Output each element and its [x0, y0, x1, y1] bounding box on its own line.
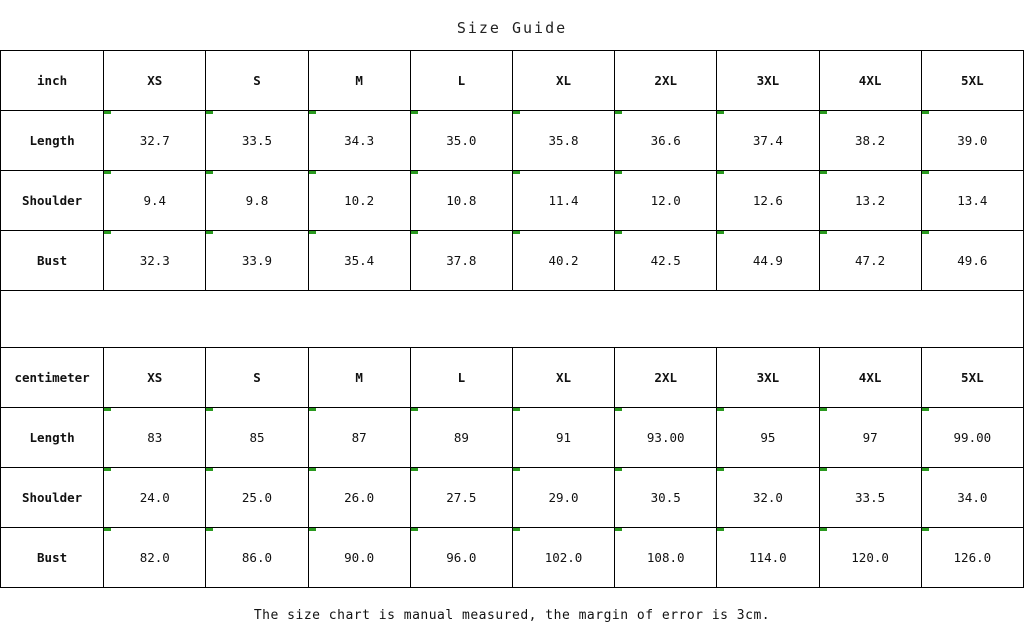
size-header-m: M	[308, 348, 410, 408]
cell-value: 29.0	[512, 468, 614, 528]
row-label-bust: Bust	[1, 231, 104, 291]
cell-value: 32.7	[104, 111, 206, 171]
cell-value: 34.0	[921, 468, 1023, 528]
row-label-shoulder: Shoulder	[1, 171, 104, 231]
size-header-xs: XS	[104, 348, 206, 408]
unit-label: inch	[1, 51, 104, 111]
size-header-l: L	[410, 348, 512, 408]
row-label-bust: Bust	[1, 528, 104, 588]
cell-value: 49.6	[921, 231, 1023, 291]
page-title: Size Guide	[456, 19, 568, 37]
cell-value: 33.9	[206, 231, 308, 291]
table-row	[1, 111, 1024, 171]
size-header-s: S	[206, 51, 308, 111]
row-label-shoulder: Shoulder	[1, 468, 104, 528]
table-header-row	[1, 51, 1024, 111]
cell-value: 44.9	[717, 231, 819, 291]
table-header-row	[1, 348, 1024, 408]
cell-value: 9.4	[104, 171, 206, 231]
cell-value: 32.3	[104, 231, 206, 291]
size-header-m: M	[308, 51, 410, 111]
cell-value: 35.8	[512, 111, 614, 171]
size-header-5xl: 5XL	[921, 51, 1023, 111]
cell-value: 33.5	[206, 111, 308, 171]
cell-value: 13.2	[819, 171, 921, 231]
cell-value: 34.3	[308, 111, 410, 171]
measurement-note: The size chart is manual measured, the margin of error is 3cm.	[253, 608, 771, 623]
cell-value: 86.0	[206, 528, 308, 588]
cell-value: 87	[308, 408, 410, 468]
cell-value: 37.8	[410, 231, 512, 291]
size-header-3xl: 3XL	[717, 348, 819, 408]
cell-value: 39.0	[921, 111, 1023, 171]
cell-value: 35.4	[308, 231, 410, 291]
cell-value: 97	[819, 408, 921, 468]
cell-value: 12.6	[717, 171, 819, 231]
cell-value: 102.0	[512, 528, 614, 588]
size-header-4xl: 4XL	[819, 51, 921, 111]
size-header-4xl: 4XL	[819, 348, 921, 408]
cell-value: 30.5	[615, 468, 717, 528]
cell-value: 40.2	[512, 231, 614, 291]
size-header-xl: XL	[512, 51, 614, 111]
cell-value: 11.4	[512, 171, 614, 231]
table-row	[1, 171, 1024, 231]
cell-value: 36.6	[615, 111, 717, 171]
size-header-2xl: 2XL	[615, 348, 717, 408]
cell-value: 35.0	[410, 111, 512, 171]
cell-value: 95	[717, 408, 819, 468]
cell-value: 38.2	[819, 111, 921, 171]
cell-value: 85	[206, 408, 308, 468]
unit-label: centimeter	[1, 348, 104, 408]
cell-value: 9.8	[206, 171, 308, 231]
cell-value: 10.2	[308, 171, 410, 231]
cell-value: 27.5	[410, 468, 512, 528]
size-header-5xl: 5XL	[921, 348, 1023, 408]
cell-value: 25.0	[206, 468, 308, 528]
cell-value: 13.4	[921, 171, 1023, 231]
cell-value: 12.0	[615, 171, 717, 231]
size-header-3xl: 3XL	[717, 51, 819, 111]
table-row	[1, 231, 1024, 291]
size-header-xl: XL	[512, 348, 614, 408]
cell-value: 90.0	[308, 528, 410, 588]
cell-value: 108.0	[615, 528, 717, 588]
cell-value: 93.00	[615, 408, 717, 468]
cell-value: 26.0	[308, 468, 410, 528]
cell-value: 37.4	[717, 111, 819, 171]
table-separator	[0, 291, 1024, 347]
cell-value: 33.5	[819, 468, 921, 528]
cell-value: 32.0	[717, 468, 819, 528]
cell-value: 10.8	[410, 171, 512, 231]
cell-value: 126.0	[921, 528, 1023, 588]
cell-value: 114.0	[717, 528, 819, 588]
size-table-centimeter	[0, 347, 1024, 588]
cell-value: 82.0	[104, 528, 206, 588]
cell-value: 89	[410, 408, 512, 468]
cell-value: 96.0	[410, 528, 512, 588]
size-header-l: L	[410, 51, 512, 111]
table-row	[1, 468, 1024, 528]
row-label-length: Length	[1, 111, 104, 171]
cell-value: 91	[512, 408, 614, 468]
table-row	[1, 408, 1024, 468]
cell-value: 120.0	[819, 528, 921, 588]
cell-value: 83	[104, 408, 206, 468]
size-header-xs: XS	[104, 51, 206, 111]
cell-value: 99.00	[921, 408, 1023, 468]
cell-value: 24.0	[104, 468, 206, 528]
cell-value: 47.2	[819, 231, 921, 291]
table-row	[1, 528, 1024, 588]
size-table-inch	[0, 50, 1024, 291]
cell-value: 42.5	[615, 231, 717, 291]
size-header-s: S	[206, 348, 308, 408]
row-label-length: Length	[1, 408, 104, 468]
size-header-2xl: 2XL	[615, 51, 717, 111]
